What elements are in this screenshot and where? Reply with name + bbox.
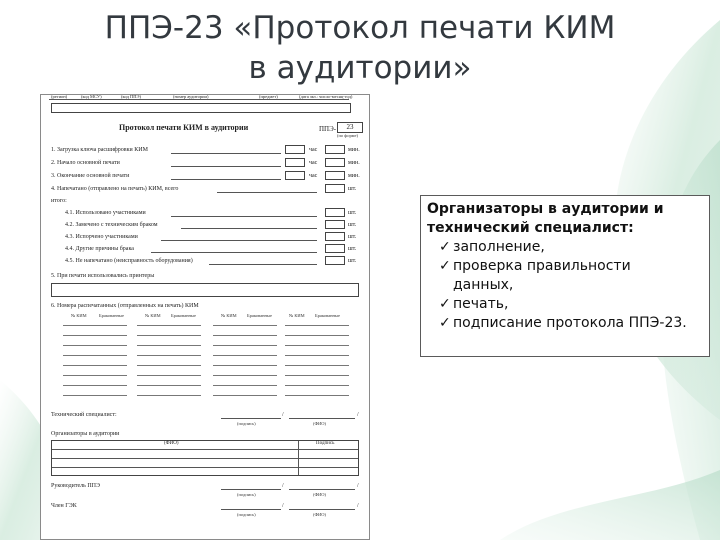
pcs-unit: шт. [348, 234, 357, 240]
item-1: 1. Загрузка ключа расшифровки КИМ [51, 147, 148, 153]
col-header: Бракованные [247, 313, 272, 318]
fio-label: (ФИО) [313, 512, 327, 517]
info-box [420, 195, 710, 357]
list-item-text: печать, [453, 296, 509, 312]
list-item-text: заполнение, [453, 239, 545, 255]
hour-box [285, 171, 305, 180]
fill-line [171, 153, 281, 154]
protocol-form-image [40, 94, 370, 540]
check-icon: ✓ [439, 239, 451, 255]
item-4: 4. Напечатано (отправлено на печать) КИМ, всего [51, 186, 179, 192]
list-item-text: подписание протокола ППЭ-23. [453, 315, 687, 331]
form-code: ППЭ- [319, 125, 337, 133]
fio-col-header: (ФИО) [164, 441, 179, 446]
head-ppe-label: Руководитель ППЭ [51, 483, 100, 489]
header-boxes [51, 103, 351, 113]
name-line [289, 489, 355, 490]
item-6: 6. Номера распечатанных (отправленных на печать) КИМ [51, 303, 199, 309]
slash: / [282, 483, 284, 489]
item-3: 3. Окончание основной печати [51, 173, 130, 179]
subitem: 4.3. Испорчено участниками [65, 234, 138, 240]
min-unit: мин. [348, 173, 360, 179]
fio-label: (ФИО) [313, 421, 327, 426]
min-box [325, 145, 345, 154]
slash: / [282, 412, 284, 418]
list-item-text: проверка правильности [453, 258, 631, 274]
col-header: № КИМ [71, 313, 87, 318]
subitem: 4.2. Замечено с техническим браком [65, 222, 158, 228]
hour-unit: час [309, 160, 318, 166]
subitem: 4.5. Не напечатано (неисправность оборудования) [65, 258, 193, 264]
min-unit: мин. [348, 147, 360, 153]
fill-line [151, 252, 317, 253]
count-box [325, 256, 345, 265]
check-icon: ✓ [439, 315, 451, 331]
min-box [325, 171, 345, 180]
pcs-unit: шт. [348, 186, 357, 192]
signature-line [221, 489, 281, 490]
col-header: № КИМ [145, 313, 161, 318]
list-item-continuation [427, 276, 703, 295]
min-box [325, 158, 345, 167]
fill-line [161, 240, 317, 241]
slash: / [357, 503, 359, 509]
col-header: № КИМ [221, 313, 237, 318]
col-header: № КИМ [289, 313, 305, 318]
header-field: (предмет) [259, 94, 278, 99]
printers-box [51, 283, 359, 297]
info-heading-line1: Организаторы в аудитории и [427, 201, 664, 217]
fill-line [171, 179, 281, 180]
header-field: (номер аудитории) [173, 94, 209, 99]
min-unit: мин. [348, 160, 360, 166]
info-heading-line2: технический специалист: [427, 220, 634, 236]
check-icon: ✓ [439, 258, 451, 274]
slide-title-line2: в аудитории» [248, 50, 472, 86]
fio-label: (ФИО) [313, 492, 327, 497]
tech-spec-label: Технический специалист: [51, 412, 117, 418]
name-line [289, 418, 355, 419]
hour-box [285, 158, 305, 167]
pcs-unit: шт. [348, 222, 357, 228]
fill-line [217, 192, 317, 193]
gek-member-label: Член ГЭК [51, 503, 77, 509]
header-line [49, 99, 349, 100]
itogo-label: итого: [51, 198, 67, 204]
header-field: (регион) [51, 94, 68, 99]
fill-line [171, 166, 281, 167]
organizers-table [51, 440, 359, 476]
fill-line [181, 228, 317, 229]
organizers-label: Организаторы в аудитории [51, 431, 120, 437]
pcs-unit: шт. [348, 210, 357, 216]
pcs-unit: шт. [348, 246, 357, 252]
form-title: Протокол печати КИМ в аудитории [119, 123, 249, 132]
pcs-unit: шт. [348, 258, 357, 264]
count-box [325, 220, 345, 229]
count-box [325, 232, 345, 241]
sign-col-header: Подпись [316, 441, 335, 446]
slash: / [357, 412, 359, 418]
item-5: 5. При печати использовались принтеры [51, 273, 155, 279]
fill-line [209, 264, 317, 265]
sign-label: (подпись) [237, 492, 256, 497]
sign-label: (подпись) [237, 421, 256, 426]
name-line [289, 509, 355, 510]
hour-unit: час [309, 173, 318, 179]
subitem: 4.4. Другие причины брака [65, 246, 134, 252]
header-field: (код МСУ) [81, 94, 102, 99]
slide-title [40, 8, 680, 88]
col-header: Бракованные [99, 313, 124, 318]
hour-unit: час [309, 147, 318, 153]
count-box [325, 244, 345, 253]
count-box [325, 184, 345, 193]
slash: / [282, 503, 284, 509]
list-item [427, 295, 703, 314]
signature-line [221, 418, 281, 419]
list-item [427, 238, 703, 257]
item-2: 2. Начало основной печати [51, 160, 120, 166]
hour-box [285, 145, 305, 154]
form-code-note: (по форме) [337, 133, 358, 138]
sign-label: (подпись) [237, 512, 256, 517]
slash: / [357, 483, 359, 489]
slide-title-line1: ППЭ-23 «Протокол печати КИМ [104, 10, 616, 46]
list-item-text: данных, [453, 277, 514, 293]
col-header: Бракованные [315, 313, 340, 318]
count-box [325, 208, 345, 217]
check-icon: ✓ [439, 296, 451, 312]
col-header: Бракованные [171, 313, 196, 318]
info-list [427, 238, 703, 333]
list-item [427, 314, 703, 333]
list-item [427, 257, 703, 276]
subitem: 4.1. Использовано участниками [65, 210, 146, 216]
fill-line [171, 216, 317, 217]
form-code-box: 23 [337, 122, 363, 133]
signature-line [221, 509, 281, 510]
header-field: (дата экз.: число-месяц-год) [299, 94, 353, 99]
header-field: (код ППЭ) [121, 94, 141, 99]
